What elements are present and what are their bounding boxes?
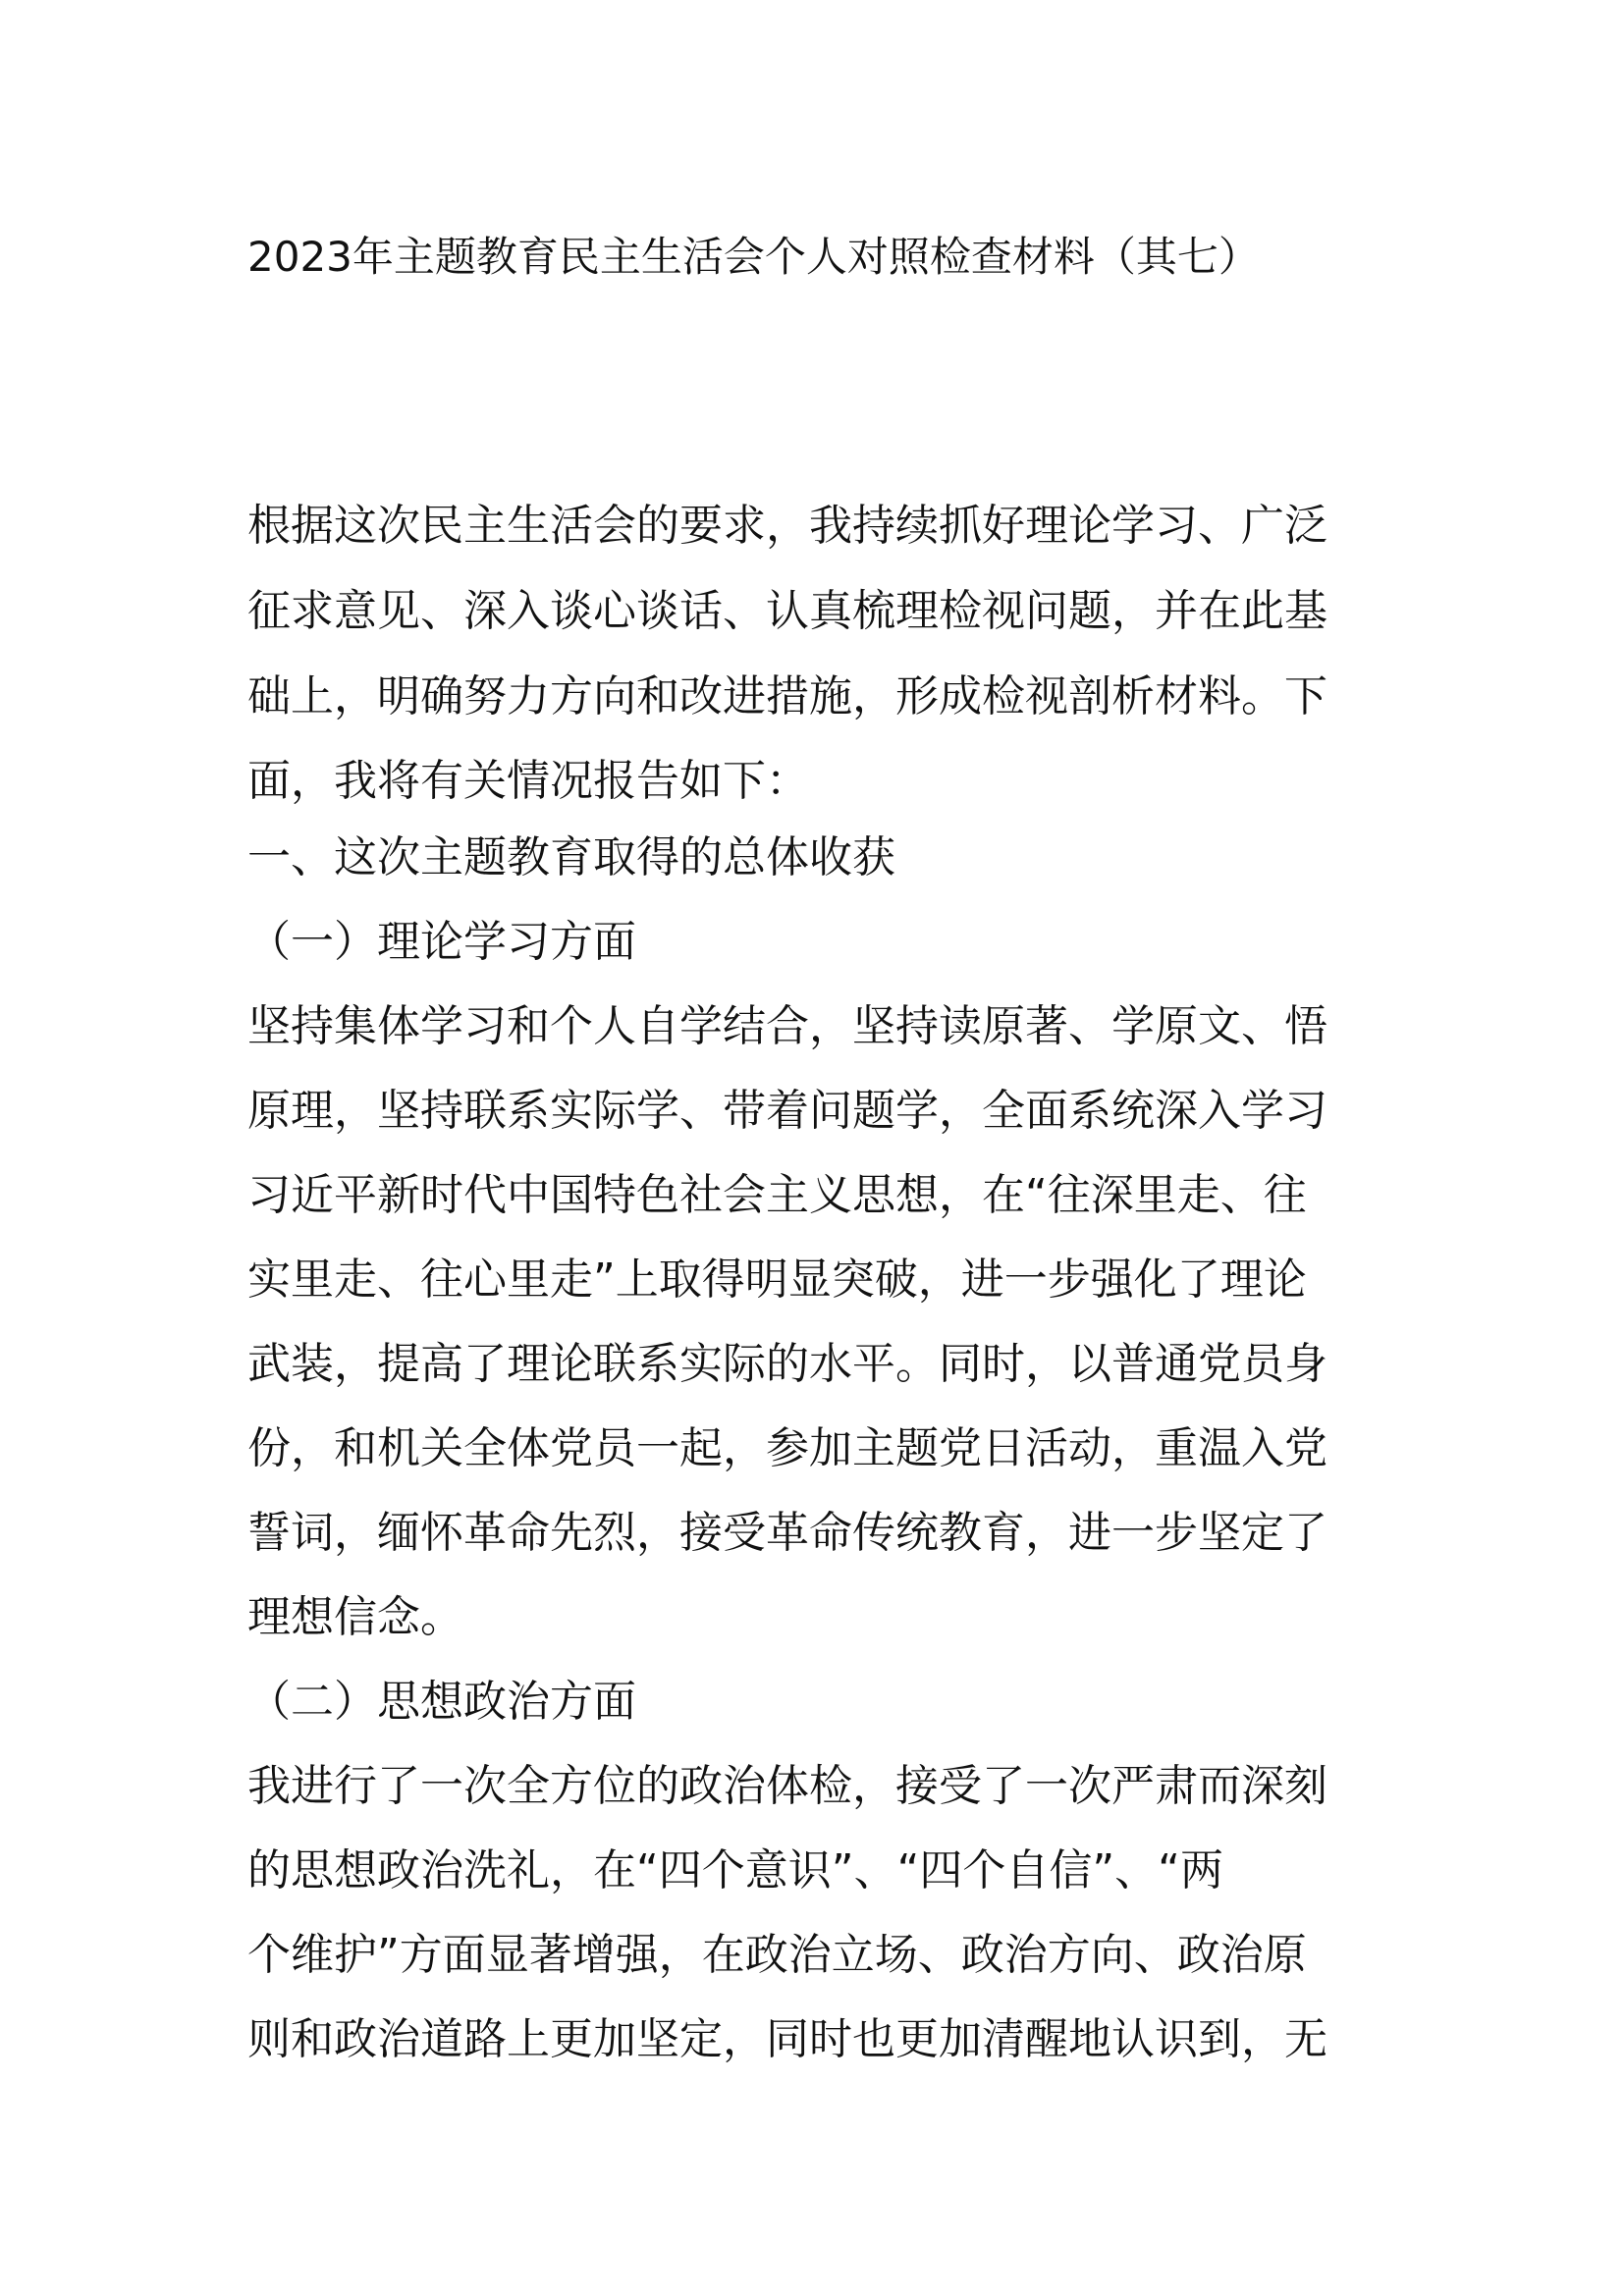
body-line: 原理，坚持联系实际学、带着问题学，全面系统深入学习 [247,1086,1327,1136]
body-line: 理想信念。 [247,1592,463,1642]
body-line: 习近平新时代中国特色社会主义思想，在“往深里走、往 [247,1170,1307,1220]
section-heading: 一、这次主题教育取得的总体收获 [247,832,895,882]
body-line: 我进行了一次全方位的政治体检，接受了一次严肃而深刻 [247,1761,1327,1811]
body-line: 个维护”方面显著增强，在政治立场、政治方向、政治原 [247,1930,1307,1980]
subsection-heading: （二）思想政治方面 [247,1677,636,1727]
body-line: 面，我将有关情况报告如下： [247,756,809,806]
subsection-heading: （一）理论学习方面 [247,917,636,967]
body-line: 根据这次民主生活会的要求，我持续抓好理论学习、广泛 [247,501,1327,551]
body-line: 誓词，缅怀革命先烈，接受革命传统教育，进一步坚定了 [247,1508,1327,1558]
body-line: 则和政治道路上更加坚定，同时也更加清醒地认识到，无 [247,2014,1327,2064]
body-line: 坚持集体学习和个人自学结合，坚持读原著、学原文、悟 [247,1001,1327,1051]
body-line: 武装，提高了理论联系实际的水平。同时，以普通党员身 [247,1339,1327,1389]
body-line: 份，和机关全体党员一起，参加主题党日活动，重温入党 [247,1423,1327,1473]
body-line: 征求意见、深入谈心谈话、认真梳理检视问题，并在此基 [247,586,1327,636]
body-line: 实里走、往心里走”上取得明显突破，进一步强化了理论 [247,1255,1307,1305]
body-line: 的思想政治洗礼，在“四个意识”、“四个自信”、“两 [247,1845,1223,1896]
body-line: 础上，明确努力方向和改进措施，形成检视剖析材料。下 [247,671,1327,721]
document-title: 2023年主题教育民主生活会个人对照检查材料（其七） [247,233,1260,281]
